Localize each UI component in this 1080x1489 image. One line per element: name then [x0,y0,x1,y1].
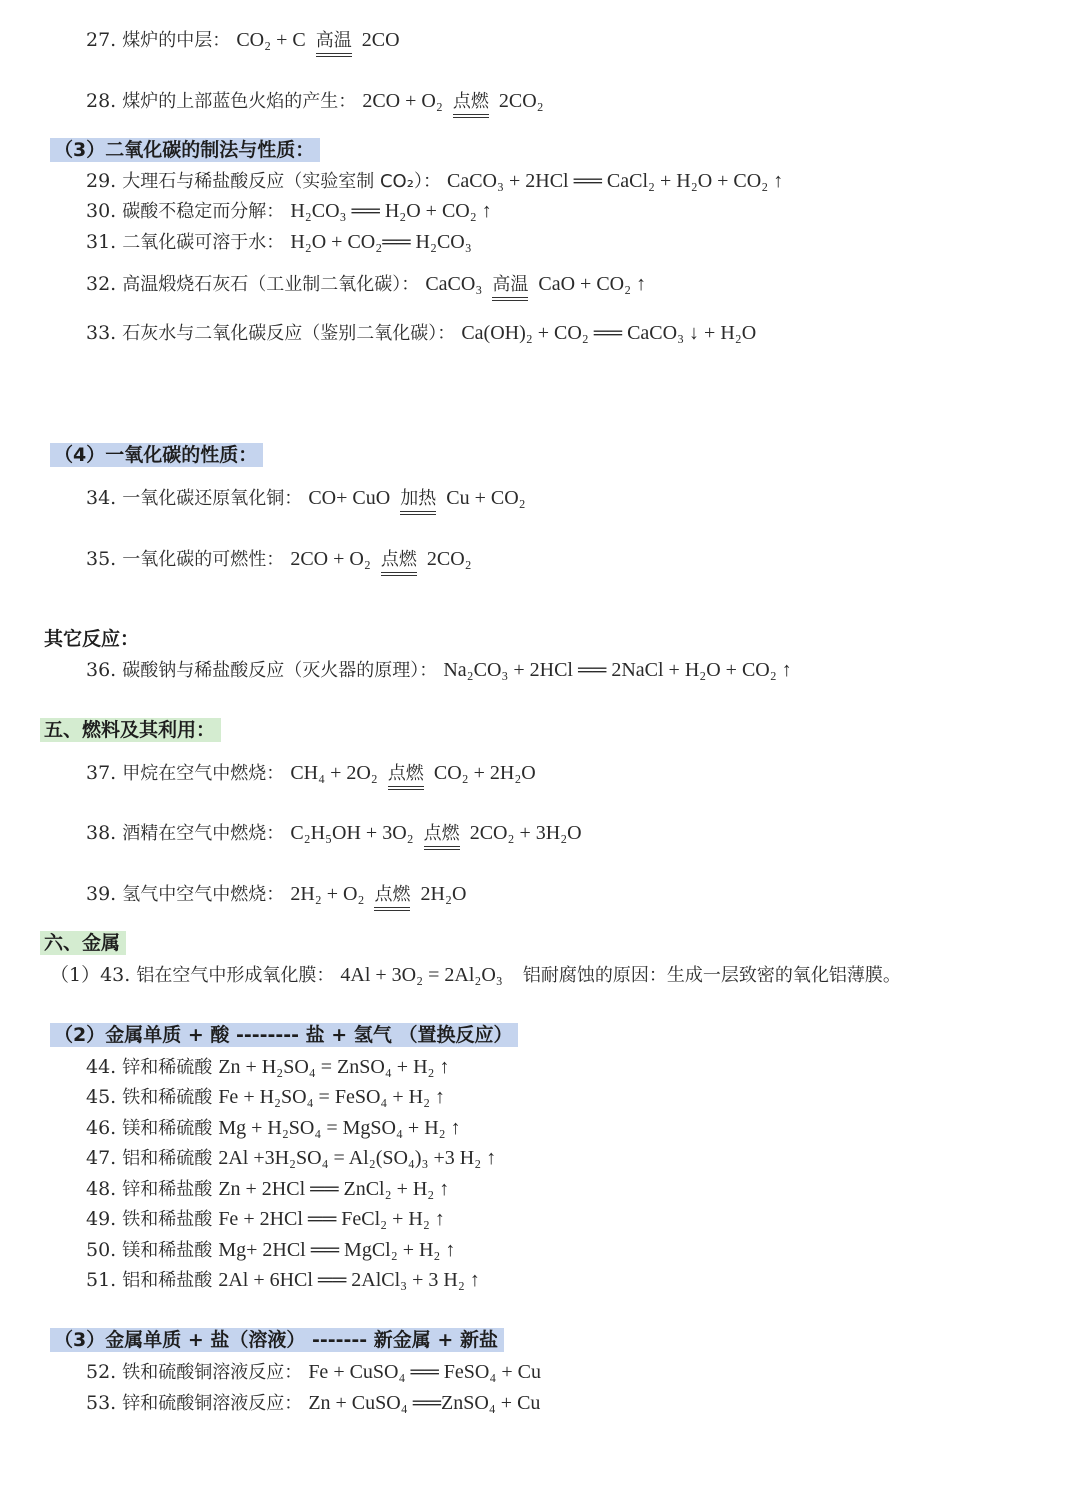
reaction-label: 石灰水与二氧化碳反应（鉴别二氧化碳）： [122,323,456,344]
reaction-30 [86,198,492,225]
reaction-29 [86,168,783,195]
reaction-39 [86,881,466,911]
item-number: 29. [86,170,117,192]
reaction-condition: 高温 [316,28,352,57]
reaction-label: 铝和稀盐酸 [122,1270,213,1291]
reactants: 2CO + O₂ [362,90,443,112]
reaction-label: 铝和稀硫酸 [122,1148,213,1169]
item-number: 50. [86,1239,117,1261]
reactants: CH₄ + 2O₂ [290,762,378,784]
reaction-note: 铝耐腐蚀的原因：生成一层致密的氧化铝薄膜。 [522,965,901,986]
reaction-37 [86,760,536,790]
reaction-53 [86,1390,540,1417]
item-number: 49. [86,1208,117,1230]
item-number: 35. [86,548,117,570]
equation: Fe + 2HCl ══ FeCl₂ + H₂ ↑ [218,1208,445,1230]
reaction-condition: 加热 [400,486,436,515]
reaction-condition: 点燃 [453,89,489,118]
item-number: 45. [86,1086,117,1108]
products: 2CO [361,29,400,51]
equation: 2Al + 6HCl ══ 2AlCl₃ + 3 H₂ ↑ [218,1269,480,1291]
reaction-46 [86,1115,461,1142]
item-number: 31. [86,231,117,253]
products: 2H₂O [420,883,467,905]
reaction-label: 铁和稀盐酸 [122,1209,213,1230]
reaction-label: 铝在空气中形成氧化膜： [136,965,335,986]
reaction-label: 碳酸钠与稀盐酸反应（灭火器的原理）： [122,660,438,681]
reaction-label: 锌和稀硫酸 [122,1057,213,1078]
item-number: 34. [86,487,117,509]
reaction-48 [86,1176,449,1203]
reaction-label: 锌和稀盐酸 [122,1179,213,1200]
products: 2CO₂ [498,90,544,112]
reaction-49 [86,1206,445,1233]
reactants: CO+ CuO [308,487,391,509]
equation: Ca(OH)₂ + CO₂ ══ CaCO₃ ↓ + H₂O [461,322,757,344]
equation: Mg+ 2HCl ══ MgCl₂ + H₂ ↑ [218,1239,456,1261]
equation: H₂CO₃ ══ H₂O + CO₂ ↑ [290,200,492,222]
equation: CaCO₃ + 2HCl ══ CaCl₂ + H₂O + CO₂ ↑ [447,170,784,192]
item-number: 47. [86,1147,117,1169]
reaction-condition: 点燃 [374,882,410,911]
item-number: 52. [86,1361,117,1383]
reaction-52 [86,1359,541,1386]
item-number: （1）43. [50,964,131,986]
products: 2CO₂ + 3H₂O [469,822,582,844]
products: CaO + CO₂ ↑ [538,273,647,295]
reactants: 2H₂ + O₂ [290,883,365,905]
reaction-45 [86,1084,445,1111]
item-number: 32. [86,273,117,295]
reaction-34 [86,485,526,515]
reaction-label: 氢气中空气中燃烧： [122,884,285,905]
reactants: C₂H₅OH + 3O₂ [290,822,414,844]
reaction-label: 铁和硫酸铜溶液反应： [122,1362,303,1383]
reaction-51 [86,1267,480,1294]
reactants: CO₂ + C [236,29,306,51]
item-number: 33. [86,322,117,344]
item-number: 53. [86,1392,117,1414]
equation: Mg + H₂SO₄ = MgSO₄ + H₂ ↑ [218,1117,461,1139]
reaction-label: 镁和稀盐酸 [122,1240,213,1261]
equation: Fe + H₂SO₄ = FeSO₄ + H₂ ↑ [218,1086,446,1108]
reaction-28 [86,88,544,118]
reaction-label: 大理石与稀盐酸反应（实验室制 CO₂）： [122,171,441,192]
equation: H₂O + CO₂══ H₂CO₃ [290,231,472,253]
equation: Zn + 2HCl ══ ZnCl₂ + H₂ ↑ [218,1178,450,1200]
products: Cu + CO₂ [446,487,526,509]
reaction-label: 高温煅烧石灰石（工业制二氧化碳）： [122,274,420,295]
reaction-label: 铁和稀硫酸 [122,1087,213,1108]
item-number: 39. [86,883,117,905]
section-heading-co: （4）一氧化碳的性质： [50,443,263,467]
reaction-31 [86,229,472,256]
reaction-32 [86,271,646,301]
reaction-27 [86,27,400,57]
equation: Fe + CuSO₄ ══ FeSO₄ + Cu [308,1361,541,1383]
section-heading-fuel: 五、燃料及其利用： [40,718,221,742]
reaction-label: 镁和稀硫酸 [122,1118,213,1139]
item-number: 38. [86,822,117,844]
equation: Zn + CuSO₄ ══ZnSO₄ + Cu [308,1392,541,1414]
reaction-label: 一氧化碳的可燃性： [122,549,285,570]
reaction-label: 煤炉的中层： [122,30,231,51]
item-number: 44. [86,1056,117,1078]
section-heading-metal-salt: （3）金属单质 + 盐（溶液） ------- 新金属 + 新盐 [50,1328,504,1352]
reaction-38 [86,820,582,850]
reaction-label: 锌和硫酸铜溶液反应： [122,1393,303,1414]
reactants: CaCO₃ [425,273,483,295]
section-heading-co2: （3）二氧化碳的制法与性质： [50,138,320,162]
item-number: 27. [86,29,117,51]
equation: 4Al + 3O₂ = 2Al₂O₃ [340,964,503,986]
item-number: 36. [86,659,117,681]
reaction-label: 碳酸不稳定而分解： [122,201,285,222]
reaction-condition: 点燃 [381,547,417,576]
item-number: 37. [86,762,117,784]
equation: 2Al +3H₂SO₄ = Al₂(SO₄)₃ +3 H₂ ↑ [218,1147,497,1169]
reaction-35 [86,546,472,576]
products: CO₂ + 2H₂O [433,762,536,784]
equation: Na₂CO₃ + 2HCl ══ 2NaCl + H₂O + CO₂ ↑ [443,659,792,681]
item-number: 48. [86,1178,117,1200]
reaction-label: 一氧化碳还原氧化铜： [122,488,303,509]
section-heading-other: 其它反应： [44,628,140,650]
reaction-44 [86,1054,450,1081]
equation: Zn + H₂SO₄ = ZnSO₄ + H₂ ↑ [218,1056,450,1078]
section-heading-metals: 六、金属 [40,931,126,955]
item-number: 46. [86,1117,117,1139]
reaction-33 [86,320,756,347]
reaction-label: 酒精在空气中燃烧： [122,823,285,844]
item-number: 30. [86,200,117,222]
reaction-50 [86,1237,455,1264]
reaction-47 [86,1145,496,1172]
reaction-condition: 高温 [492,272,528,301]
section-heading-metal-acid: （2）金属单质 + 酸 -------- 盐 + 氢气 （置换反应） [50,1023,518,1047]
reaction-label: 甲烷在空气中燃烧： [122,763,285,784]
reaction-condition: 点燃 [424,821,460,850]
item-number: 51. [86,1269,117,1291]
item-number: 28. [86,90,117,112]
reaction-label: 二氧化碳可溶于水： [122,232,285,253]
reaction-36 [86,657,792,684]
reaction-43 [50,962,901,989]
reactants: 2CO + O₂ [290,548,371,570]
reaction-label: 煤炉的上部蓝色火焰的产生： [122,91,357,112]
reaction-condition: 点燃 [388,761,424,790]
products: 2CO₂ [426,548,472,570]
